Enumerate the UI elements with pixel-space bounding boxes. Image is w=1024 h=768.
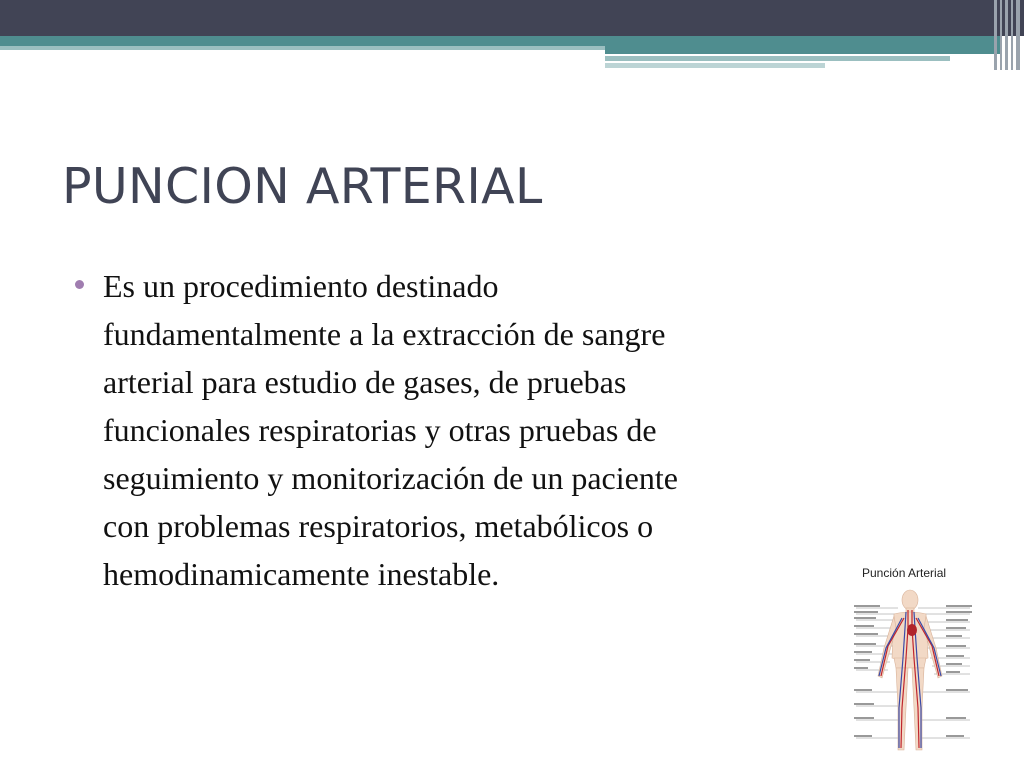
bullet-text: Es un procedimiento destinado fundamentalmente a la extracción de sangre arterial para estudio de gases, de pruebas funcionales respiratorias y otras pruebas de seguimiento y monitorización de un paciente con problemas respiratorios, metabólicos o hemodinamicamente inestable. [103,268,678,592]
header-dark-bar [0,0,1024,36]
slide-title: PUNCION ARTERIAL [62,158,543,215]
header-teal-line-left [0,46,605,50]
header-teal-band-right [605,46,1000,54]
bullet-icon [75,280,84,289]
circulatory-system-illustration [848,588,978,762]
circulatory-system-figure [848,562,978,762]
header-vertical-stripes [990,0,1024,70]
figure-title: Punción Arterial [862,566,947,580]
header-teal-line-right [605,56,950,61]
bullet-list [75,262,905,598]
header-teal-band [0,36,1000,46]
header-teal-line-thin [605,63,825,68]
